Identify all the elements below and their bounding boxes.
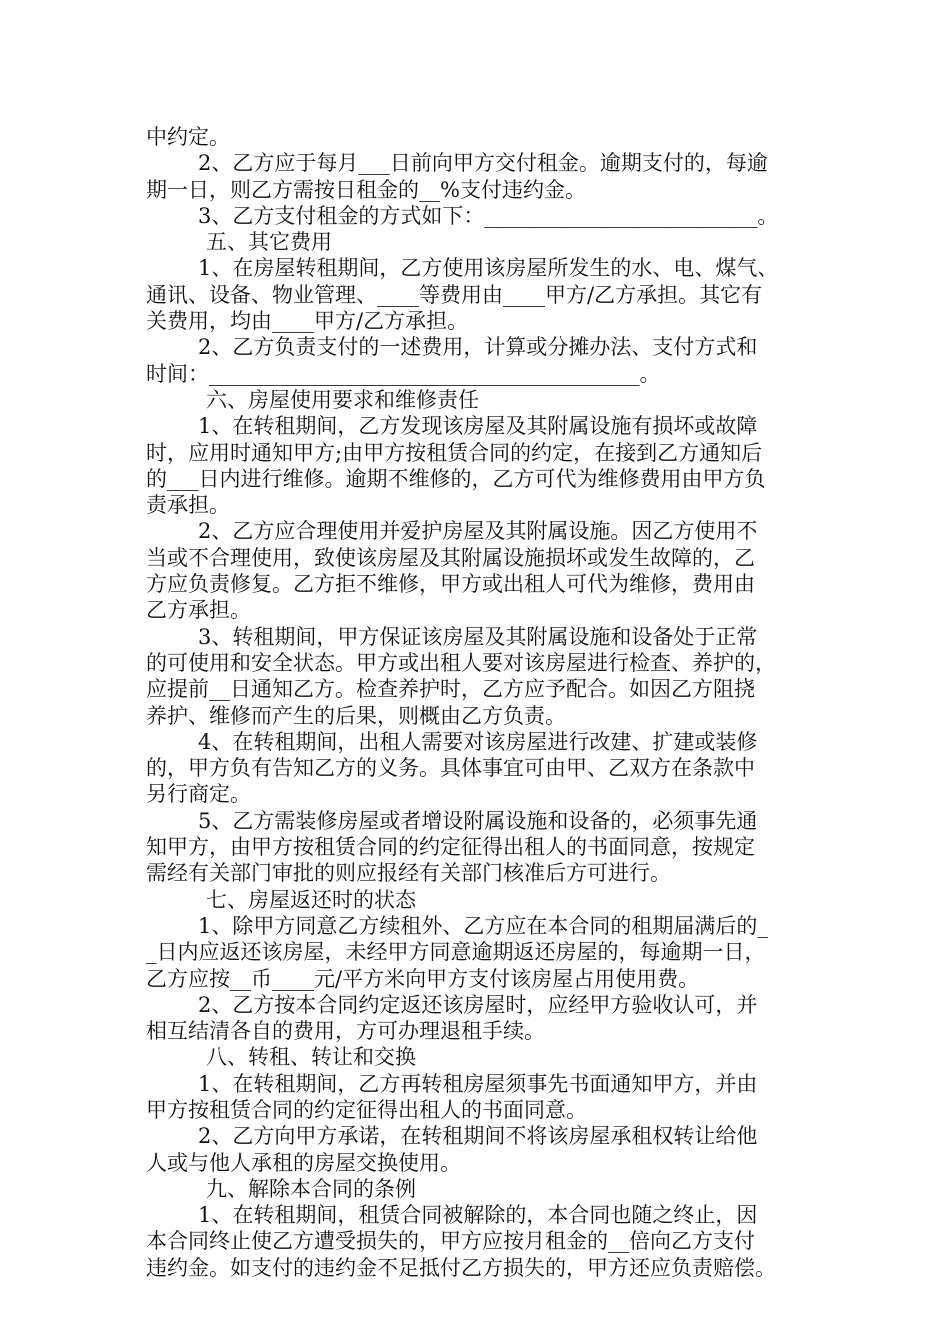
text-line: 乙方承担。 [146, 598, 251, 623]
text-line: 责承担。 [146, 493, 230, 518]
text-line: 时间：_________________________________________。 [146, 361, 661, 386]
text-line: 通讯、设备、物业管理、____等费用由____甲方/乙方承担。其它有 [146, 282, 763, 307]
text-line: 1、除甲方同意乙方续租外、乙方应在本合同的租期届满后的_ [198, 913, 768, 938]
text-line: 关费用，均由____甲方/乙方承担。 [146, 309, 469, 334]
text-line: 1、在转租期间，乙方发现该房屋及其附属设施有损坏或故障 [198, 414, 758, 439]
text-line: 时，应用时通知甲方;由甲方按租赁合同的约定，在接到乙方通知后 [146, 440, 763, 465]
text-line: 的可使用和安全状态。甲方或出租人要对该房屋进行检查、养护的， [146, 650, 776, 675]
section-heading: 六、房屋使用要求和维修责任 [206, 387, 479, 412]
text-line: 2、乙方按本合同约定返还该房屋时，应经甲方验收认可，并 [198, 992, 758, 1017]
text-line: 2、乙方应合理使用并爱护房屋及其附属设施。因乙方使用不 [198, 519, 758, 544]
text-line: 的___日内进行维修。逾期不维修的，乙方可代为维修费用由甲方负 [146, 466, 766, 491]
document-body [146, 124, 826, 1281]
text-line: 3、转租期间，甲方保证该房屋及其附属设施和设备处于正常 [198, 624, 758, 649]
text-line: 当或不合理使用，致使该房屋及其附属设施损坏或发生故障的，乙 [146, 545, 755, 570]
text-line: 乙方应按__币____元/平方米向甲方支付该房屋占用使用费。 [146, 966, 700, 991]
text-line: 3、乙方支付租金的方式如下：__________________________。 [198, 203, 779, 228]
section-heading: 七、房屋返还时的状态 [206, 887, 416, 912]
text-line: 的，甲方负有告知乙方的义务。具体事宜可由甲、乙双方在条款中 [146, 756, 755, 781]
text-line: 1、在房屋转租期间，乙方使用该房屋所发生的水、电、煤气、 [198, 256, 779, 281]
text-line: _日内应返还该房屋，未经甲方同意逾期返还房屋的，每逾期一日， [146, 940, 766, 965]
text-line: 需经有关部门审批的则应报经有关部门核准后方可进行。 [146, 861, 671, 886]
text-line: 甲方按租赁合同的约定征得出租人的书面同意。 [146, 1097, 587, 1122]
section-heading: 八、转租、转让和交换 [206, 1045, 416, 1070]
text-line: 知甲方，由甲方按租赁合同的约定征得出租人的书面同意，按规定 [146, 835, 755, 860]
text-line: 2、乙方向甲方承诺，在转租期间不将该房屋承租权转让给他 [198, 1124, 758, 1149]
section-heading: 五、其它费用 [206, 230, 332, 255]
text-line: 1、在转租期间，乙方再转租房屋须事先书面通知甲方，并由 [198, 1071, 758, 1096]
text-line: 5、乙方需装修房屋或者增设附属设施和设备的，必须事先通 [198, 808, 758, 833]
text-line: 人或与他人承租的房屋交换使用。 [146, 1150, 461, 1175]
text-line: 4、在转租期间，出租人需要对该房屋进行改建、扩建或装修 [198, 729, 758, 754]
text-line: 方应负责修复。乙方拒不维修，甲方或出租人可代为维修，费用由 [146, 572, 755, 597]
text-line: 本合同终止使乙方遭受损失的，甲方应按月租金的__倍向乙方支付 [146, 1229, 755, 1254]
text-line: 1、在转租期间，租赁合同被解除的，本合同也随之终止，因 [198, 1203, 758, 1228]
text-line: 2、乙方负责支付的一述费用，计算或分摊办法、支付方式和 [198, 335, 758, 360]
text-line: 中约定。 [146, 125, 230, 149]
text-line: 养护、维修而产生的后果，则概由乙方负责。 [146, 703, 566, 728]
text-line: 相互结清各自的费用，方可办理退租手续。 [146, 1019, 545, 1044]
text-line: 期一日，则乙方需按日租金的__%支付违约金。 [146, 177, 586, 202]
text-line: 2、乙方应于每月___日前向甲方交付租金。逾期支付的，每逾 [198, 151, 768, 176]
text-line: 另行商定。 [146, 782, 251, 807]
text-line: 应提前__日通知乙方。检查养护时，乙方应予配合。如因乙方阻挠 [146, 677, 755, 702]
section-heading: 九、解除本合同的条例 [206, 1176, 416, 1201]
text-line: 违约金。如支付的违约金不足抵付乙方损失的，甲方还应负责赔偿。 [146, 1255, 776, 1280]
